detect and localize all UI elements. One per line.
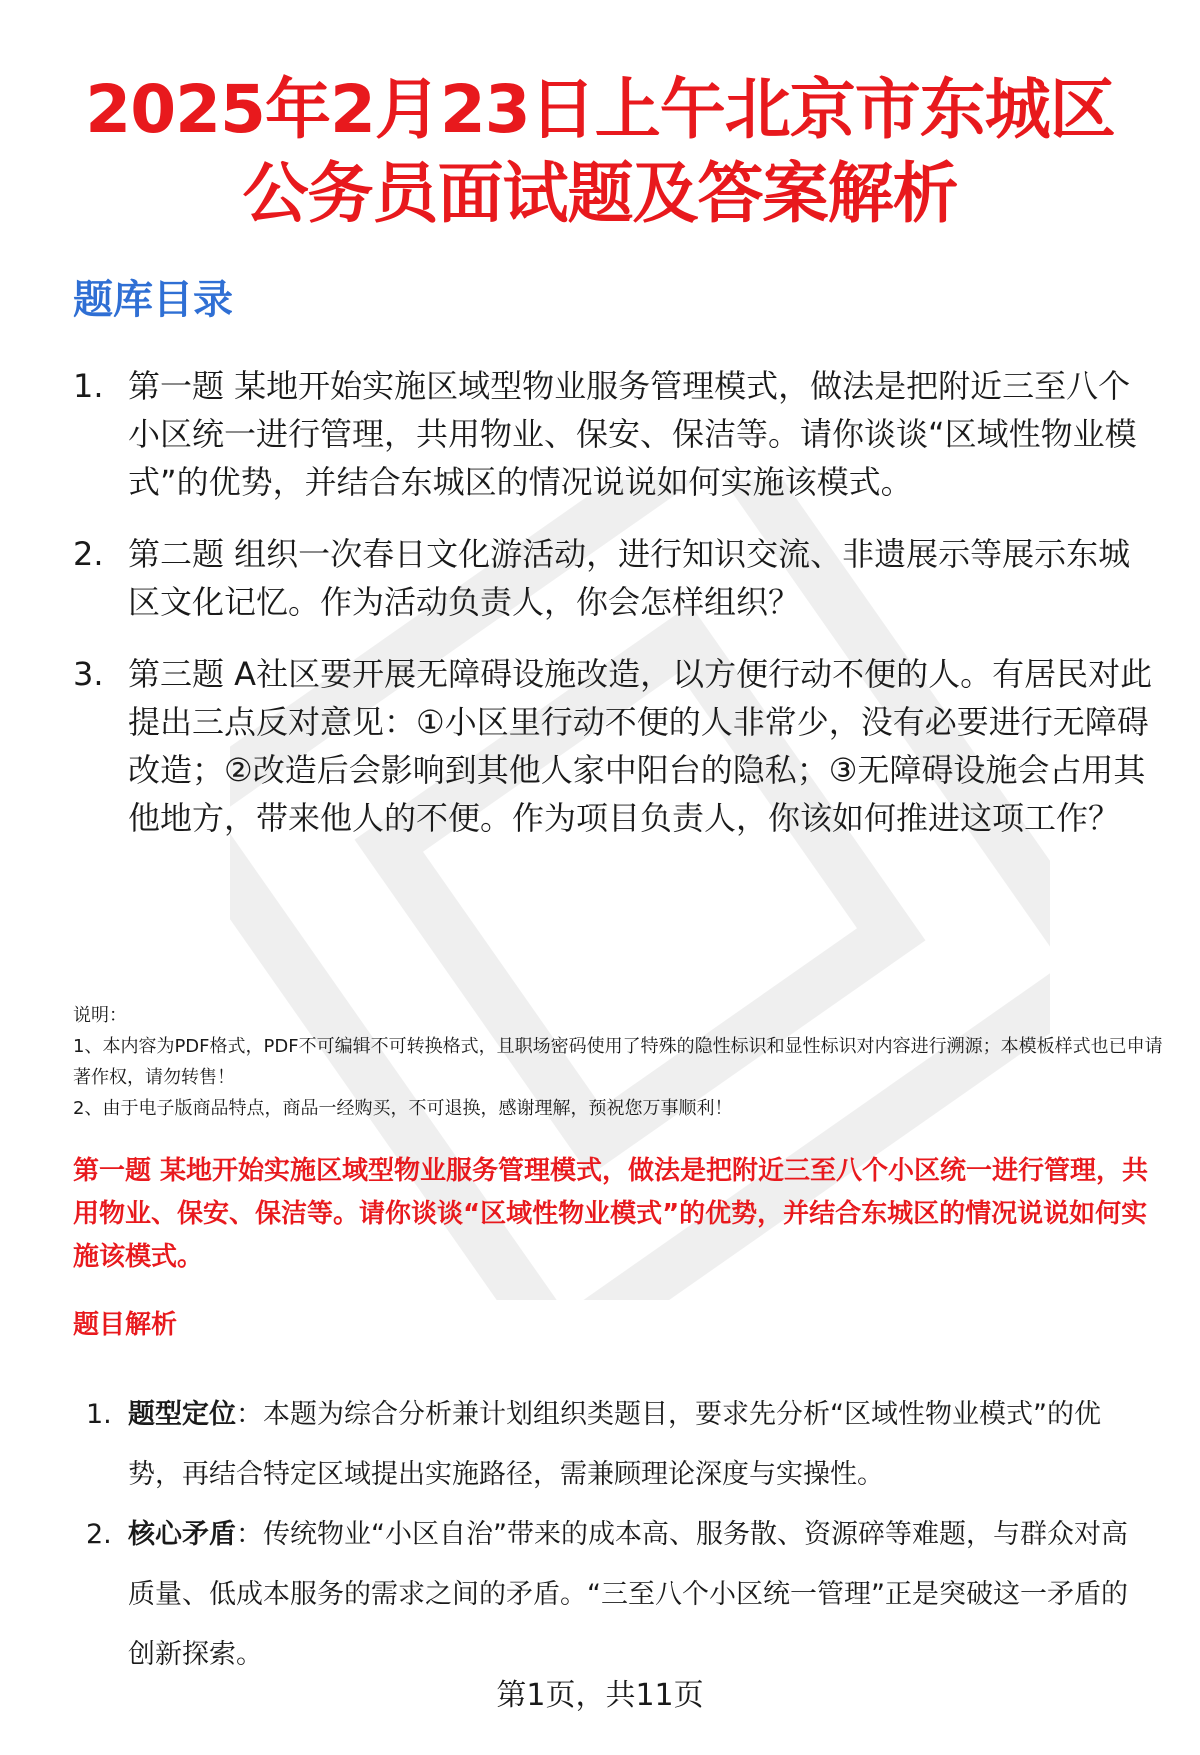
analysis-item-term: 题型定位 xyxy=(128,1399,236,1430)
analysis-list xyxy=(86,1385,1146,1685)
note-line-1: 1、本内容为PDF格式，PDF不可编辑不可转换格式，且职场密码使用了特殊的隐性标识和显性标识对内容进行溯源；本模板样式也已申请著作权，请勿转售！ xyxy=(73,1036,1163,1088)
page-title xyxy=(40,68,1160,236)
note-line-2: 2、由于电子版商品特点，商品一经购买，不可退换，感谢理解，预祝您万事顺利！ xyxy=(73,1098,733,1119)
analysis-item-term: 核心矛盾 xyxy=(128,1519,236,1550)
analysis-item-number: 2. xyxy=(86,1519,112,1550)
toc-item-text: 第三题 A社区要开展无障碍设施改造，以方便行动不便的人。有居民对此提出三点反对意见：①小区里行动不便的人非常少，没有必要进行无障碍改造；②改造后会影响到其他人家中阳台的隐私；③无障碍设施会占用其他地方，带来他人的不便。作为项目负责人，你该如何推进这项工作？ xyxy=(128,655,1153,837)
toc-item xyxy=(73,650,1153,842)
toc-heading: 题库目录 xyxy=(73,277,233,323)
toc-item-number: 2. xyxy=(73,535,104,573)
page-number-footer: 第1页，共11页 xyxy=(496,1678,704,1713)
analysis-item-text: ：本题为综合分析兼计划组织类题目，要求先分析“区域性物业模式”的优势，再结合特定区域提出实施路径，需兼顾理论深度与实操性。 xyxy=(128,1399,1101,1490)
question-heading: 第一题 某地开始实施区域型物业服务管理模式，做法是把附近三至八个小区统一进行管理，共用物业、保安、保洁等。请你谈谈“区域性物业模式”的优势，并结合东城区的情况说说如何实施该模式。 xyxy=(73,1156,1149,1272)
disclaimer-note xyxy=(73,1000,1163,1124)
toc-item-number: 3. xyxy=(73,655,104,693)
analysis-heading: 题目解析 xyxy=(73,1310,178,1340)
toc-list xyxy=(73,362,1153,866)
toc-item xyxy=(73,362,1153,506)
title-line-2: 公务员面试题及答案解析 xyxy=(242,155,958,232)
analysis-item xyxy=(86,1385,1146,1505)
analysis-item-number: 1. xyxy=(86,1399,112,1430)
analysis-item xyxy=(86,1505,1146,1685)
toc-item-number: 1. xyxy=(73,367,104,405)
note-label: 说明： xyxy=(73,1005,127,1026)
toc-item-text: 第一题 某地开始实施区域型物业服务管理模式，做法是把附近三至八个小区统一进行管理，共用物业、保安、保洁等。请你谈谈“区域性物业模式”的优势，并结合东城区的情况说说如何实施该模式。 xyxy=(128,367,1137,501)
toc-item-text: 第二题 组织一次春日文化游活动，进行知识交流、非遗展示等展示东城区文化记忆。作为活动负责人，你会怎样组织？ xyxy=(128,535,1131,621)
analysis-item-text: ：传统物业“小区自治”带来的成本高、服务散、资源碎等难题，与群众对高质量、低成本服务的需求之间的矛盾。“三至八个小区统一管理”正是突破这一矛盾的创新探索。 xyxy=(128,1519,1128,1670)
title-line-1: 2025年2月23日上午北京市东城区 xyxy=(85,71,1115,148)
toc-item xyxy=(73,530,1153,626)
